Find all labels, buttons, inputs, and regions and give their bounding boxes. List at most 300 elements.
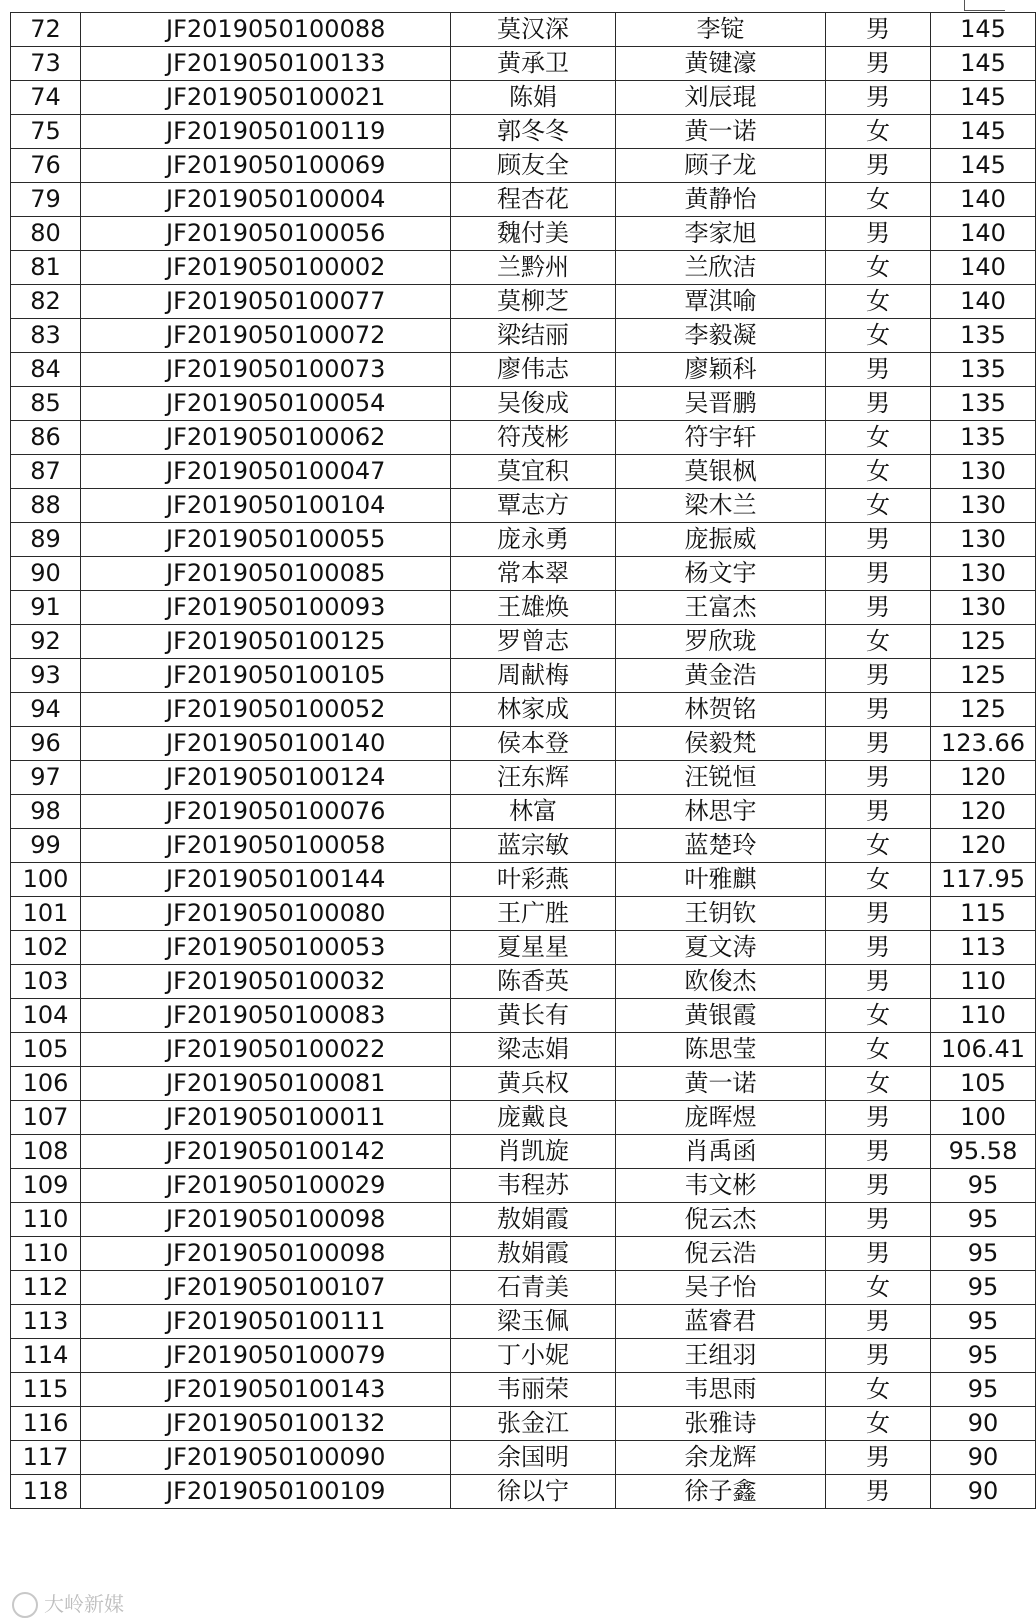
cell-score: 145: [931, 13, 1036, 47]
cell-child-name: 叶雅麒: [616, 863, 826, 897]
table-row: [11, 81, 1036, 115]
cell-parent-name: 黄长有: [451, 999, 616, 1033]
cell-child-name: 侯毅梵: [616, 727, 826, 761]
cell-serial-number: 93: [11, 659, 81, 693]
cell-gender: 男: [826, 693, 931, 727]
cell-serial-number: 116: [11, 1407, 81, 1441]
cell-serial-number: 87: [11, 455, 81, 489]
cell-serial-number: 90: [11, 557, 81, 591]
cell-parent-name: 庞戴良: [451, 1101, 616, 1135]
cell-application-code: JF2019050100144: [81, 863, 451, 897]
cell-score: 95: [931, 1237, 1036, 1271]
cell-parent-name: 黄承卫: [451, 47, 616, 81]
cell-application-code: JF2019050100109: [81, 1475, 451, 1509]
table-row: [11, 863, 1036, 897]
cell-score: 95: [931, 1339, 1036, 1373]
cell-parent-name: 蓝宗敏: [451, 829, 616, 863]
cell-serial-number: 103: [11, 965, 81, 999]
cell-score: 130: [931, 489, 1036, 523]
cell-serial-number: 92: [11, 625, 81, 659]
cell-gender: 男: [826, 795, 931, 829]
cell-child-name: 杨文宇: [616, 557, 826, 591]
cell-score: 110: [931, 999, 1036, 1033]
cell-serial-number: 79: [11, 183, 81, 217]
cell-score: 110: [931, 965, 1036, 999]
cell-parent-name: 魏付美: [451, 217, 616, 251]
cell-gender: 女: [826, 455, 931, 489]
table-row: [11, 319, 1036, 353]
cell-parent-name: 顾友全: [451, 149, 616, 183]
cell-parent-name: 敖娟霞: [451, 1237, 616, 1271]
cell-child-name: 王组羽: [616, 1339, 826, 1373]
table-row: [11, 1441, 1036, 1475]
table-row: [11, 999, 1036, 1033]
cell-score: 135: [931, 319, 1036, 353]
cell-parent-name: 黄兵权: [451, 1067, 616, 1101]
cell-serial-number: 113: [11, 1305, 81, 1339]
cell-child-name: 欧俊杰: [616, 965, 826, 999]
cell-gender: 男: [826, 1441, 931, 1475]
cell-serial-number: 76: [11, 149, 81, 183]
cell-parent-name: 敖娟霞: [451, 1203, 616, 1237]
cell-gender: 女: [826, 1067, 931, 1101]
table-row: [11, 625, 1036, 659]
table-row: [11, 353, 1036, 387]
cell-score: 120: [931, 795, 1036, 829]
cell-child-name: 黄键濠: [616, 47, 826, 81]
cell-parent-name: 丁小妮: [451, 1339, 616, 1373]
table-row: [11, 13, 1036, 47]
cell-score: 135: [931, 387, 1036, 421]
cell-child-name: 黄金浩: [616, 659, 826, 693]
table-row: [11, 1271, 1036, 1305]
cell-serial-number: 112: [11, 1271, 81, 1305]
cell-score: 140: [931, 183, 1036, 217]
cell-serial-number: 73: [11, 47, 81, 81]
table-row: [11, 1135, 1036, 1169]
cell-parent-name: 兰黔州: [451, 251, 616, 285]
cell-application-code: JF2019050100107: [81, 1271, 451, 1305]
cell-parent-name: 韦丽荣: [451, 1373, 616, 1407]
cell-gender: 男: [826, 13, 931, 47]
cell-score: 95: [931, 1169, 1036, 1203]
cell-gender: 男: [826, 1101, 931, 1135]
cell-application-code: JF2019050100132: [81, 1407, 451, 1441]
cell-score: 125: [931, 659, 1036, 693]
cell-serial-number: 109: [11, 1169, 81, 1203]
cell-child-name: 刘辰琨: [616, 81, 826, 115]
cell-application-code: JF2019050100098: [81, 1237, 451, 1271]
table-row: [11, 659, 1036, 693]
cell-parent-name: 符茂彬: [451, 421, 616, 455]
cell-score: 140: [931, 217, 1036, 251]
cell-score: 145: [931, 47, 1036, 81]
cell-parent-name: 陈娟: [451, 81, 616, 115]
cell-serial-number: 74: [11, 81, 81, 115]
cell-application-code: JF2019050100119: [81, 115, 451, 149]
cell-score: 130: [931, 591, 1036, 625]
cell-score: 106.41: [931, 1033, 1036, 1067]
cell-serial-number: 99: [11, 829, 81, 863]
cell-application-code: JF2019050100076: [81, 795, 451, 829]
cell-application-code: JF2019050100079: [81, 1339, 451, 1373]
cell-serial-number: 107: [11, 1101, 81, 1135]
table-row: [11, 489, 1036, 523]
table-row: [11, 1203, 1036, 1237]
cell-parent-name: 吴俊成: [451, 387, 616, 421]
cell-parent-name: 廖伟志: [451, 353, 616, 387]
cell-score: 95: [931, 1203, 1036, 1237]
cell-gender: 女: [826, 1271, 931, 1305]
cell-parent-name: 韦程苏: [451, 1169, 616, 1203]
cell-child-name: 覃淇喻: [616, 285, 826, 319]
cell-child-name: 倪云杰: [616, 1203, 826, 1237]
cell-serial-number: 102: [11, 931, 81, 965]
cell-application-code: JF2019050100088: [81, 13, 451, 47]
cell-score: 105: [931, 1067, 1036, 1101]
cell-gender: 女: [826, 1373, 931, 1407]
cell-child-name: 陈思莹: [616, 1033, 826, 1067]
cell-child-name: 韦文彬: [616, 1169, 826, 1203]
cell-application-code: JF2019050100002: [81, 251, 451, 285]
cell-application-code: JF2019050100052: [81, 693, 451, 727]
cell-application-code: JF2019050100062: [81, 421, 451, 455]
cell-serial-number: 84: [11, 353, 81, 387]
cell-child-name: 黄一诺: [616, 1067, 826, 1101]
table-row: [11, 1033, 1036, 1067]
cell-gender: 男: [826, 1339, 931, 1373]
table-row: [11, 693, 1036, 727]
cell-child-name: 梁木兰: [616, 489, 826, 523]
cell-child-name: 蓝睿君: [616, 1305, 826, 1339]
cell-parent-name: 梁志娟: [451, 1033, 616, 1067]
cell-serial-number: 83: [11, 319, 81, 353]
table-row: [11, 591, 1036, 625]
cell-child-name: 倪云浩: [616, 1237, 826, 1271]
cell-application-code: JF2019050100105: [81, 659, 451, 693]
cell-application-code: JF2019050100143: [81, 1373, 451, 1407]
cell-gender: 男: [826, 897, 931, 931]
cell-child-name: 王富杰: [616, 591, 826, 625]
cell-gender: 男: [826, 591, 931, 625]
cell-score: 145: [931, 149, 1036, 183]
roster-sheet: [10, 12, 1025, 1509]
cell-child-name: 余龙辉: [616, 1441, 826, 1475]
cell-parent-name: 常本翠: [451, 557, 616, 591]
cell-application-code: JF2019050100053: [81, 931, 451, 965]
cell-parent-name: 周献梅: [451, 659, 616, 693]
cell-application-code: JF2019050100142: [81, 1135, 451, 1169]
cell-score: 125: [931, 693, 1036, 727]
table-row: [11, 251, 1036, 285]
cell-parent-name: 罗曾志: [451, 625, 616, 659]
cell-serial-number: 118: [11, 1475, 81, 1509]
table-row: [11, 455, 1036, 489]
cell-serial-number: 86: [11, 421, 81, 455]
cell-child-name: 罗欣珑: [616, 625, 826, 659]
cell-gender: 男: [826, 727, 931, 761]
cell-child-name: 韦思雨: [616, 1373, 826, 1407]
cell-application-code: JF2019050100080: [81, 897, 451, 931]
cell-application-code: JF2019050100093: [81, 591, 451, 625]
cell-application-code: JF2019050100069: [81, 149, 451, 183]
cell-parent-name: 王广胜: [451, 897, 616, 931]
cell-parent-name: 林富: [451, 795, 616, 829]
cell-gender: 女: [826, 251, 931, 285]
watermark-text: 大岭新媒: [44, 1591, 124, 1616]
cell-gender: 男: [826, 217, 931, 251]
cell-gender: 男: [826, 47, 931, 81]
cell-score: 90: [931, 1475, 1036, 1509]
cell-gender: 女: [826, 319, 931, 353]
cell-gender: 女: [826, 183, 931, 217]
cell-score: 95.58: [931, 1135, 1036, 1169]
cell-parent-name: 莫宜积: [451, 455, 616, 489]
table-row: [11, 285, 1036, 319]
cell-application-code: JF2019050100058: [81, 829, 451, 863]
cell-parent-name: 莫汉深: [451, 13, 616, 47]
cell-gender: 女: [826, 489, 931, 523]
cell-gender: 女: [826, 863, 931, 897]
cell-application-code: JF2019050100029: [81, 1169, 451, 1203]
cell-serial-number: 82: [11, 285, 81, 319]
cell-child-name: 徐子鑫: [616, 1475, 826, 1509]
cell-serial-number: 89: [11, 523, 81, 557]
roster-table: [10, 12, 1036, 1509]
cell-child-name: 黄静怡: [616, 183, 826, 217]
cell-serial-number: 100: [11, 863, 81, 897]
cell-score: 135: [931, 421, 1036, 455]
table-row: [11, 1407, 1036, 1441]
table-row: [11, 1339, 1036, 1373]
cell-gender: 女: [826, 999, 931, 1033]
cell-gender: 男: [826, 1305, 931, 1339]
cell-score: 90: [931, 1407, 1036, 1441]
cell-child-name: 林贺铭: [616, 693, 826, 727]
cell-gender: 男: [826, 965, 931, 999]
cell-serial-number: 97: [11, 761, 81, 795]
cell-application-code: JF2019050100072: [81, 319, 451, 353]
cell-child-name: 林思宇: [616, 795, 826, 829]
cell-serial-number: 88: [11, 489, 81, 523]
cell-serial-number: 91: [11, 591, 81, 625]
cell-serial-number: 105: [11, 1033, 81, 1067]
cell-parent-name: 梁玉佩: [451, 1305, 616, 1339]
cell-child-name: 汪锐恒: [616, 761, 826, 795]
table-row: [11, 115, 1036, 149]
cell-application-code: JF2019050100133: [81, 47, 451, 81]
cell-gender: 女: [826, 1033, 931, 1067]
cell-score: 120: [931, 761, 1036, 795]
table-row: [11, 829, 1036, 863]
table-row: [11, 1305, 1036, 1339]
table-row: [11, 1169, 1036, 1203]
cell-child-name: 庞振威: [616, 523, 826, 557]
page-corner-mark: [964, 0, 1005, 11]
cell-child-name: 李锭: [616, 13, 826, 47]
cell-child-name: 廖颖科: [616, 353, 826, 387]
cell-serial-number: 114: [11, 1339, 81, 1373]
cell-gender: 男: [826, 1237, 931, 1271]
table-row: [11, 421, 1036, 455]
cell-application-code: JF2019050100104: [81, 489, 451, 523]
cell-child-name: 肖禹函: [616, 1135, 826, 1169]
cell-child-name: 吴子怡: [616, 1271, 826, 1305]
table-row: [11, 931, 1036, 965]
cell-serial-number: 96: [11, 727, 81, 761]
table-row: [11, 523, 1036, 557]
table-row: [11, 387, 1036, 421]
cell-child-name: 蓝楚玲: [616, 829, 826, 863]
cell-gender: 男: [826, 659, 931, 693]
cell-gender: 男: [826, 557, 931, 591]
cell-serial-number: 80: [11, 217, 81, 251]
cell-score: 115: [931, 897, 1036, 931]
table-row: [11, 183, 1036, 217]
cell-serial-number: 108: [11, 1135, 81, 1169]
cell-score: 95: [931, 1271, 1036, 1305]
cell-serial-number: 110: [11, 1237, 81, 1271]
cell-gender: 男: [826, 523, 931, 557]
roster-table-body: [11, 13, 1036, 1509]
cell-gender: 男: [826, 1135, 931, 1169]
cell-parent-name: 张金江: [451, 1407, 616, 1441]
cell-child-name: 张雅诗: [616, 1407, 826, 1441]
cell-parent-name: 侯本登: [451, 727, 616, 761]
watermark: [12, 1588, 124, 1619]
cell-application-code: JF2019050100140: [81, 727, 451, 761]
cell-parent-name: 莫柳芝: [451, 285, 616, 319]
cell-application-code: JF2019050100111: [81, 1305, 451, 1339]
cell-parent-name: 王雄焕: [451, 591, 616, 625]
cell-child-name: 兰欣洁: [616, 251, 826, 285]
cell-child-name: 莫银枫: [616, 455, 826, 489]
cell-gender: 女: [826, 285, 931, 319]
cell-score: 130: [931, 455, 1036, 489]
cell-parent-name: 庞永勇: [451, 523, 616, 557]
cell-gender: 男: [826, 1169, 931, 1203]
cell-serial-number: 104: [11, 999, 81, 1033]
cell-gender: 男: [826, 931, 931, 965]
cell-application-code: JF2019050100073: [81, 353, 451, 387]
table-row: [11, 965, 1036, 999]
cell-application-code: JF2019050100032: [81, 965, 451, 999]
cell-score: 95: [931, 1373, 1036, 1407]
cell-application-code: JF2019050100056: [81, 217, 451, 251]
cell-gender: 男: [826, 149, 931, 183]
cell-child-name: 吴晋鹏: [616, 387, 826, 421]
cell-gender: 女: [826, 115, 931, 149]
table-row: [11, 795, 1036, 829]
cell-application-code: JF2019050100125: [81, 625, 451, 659]
cell-child-name: 黄一诺: [616, 115, 826, 149]
table-row: [11, 217, 1036, 251]
table-row: [11, 897, 1036, 931]
cell-application-code: JF2019050100081: [81, 1067, 451, 1101]
cell-application-code: JF2019050100021: [81, 81, 451, 115]
cell-gender: 男: [826, 761, 931, 795]
cell-gender: 女: [826, 625, 931, 659]
cell-application-code: JF2019050100124: [81, 761, 451, 795]
cell-score: 130: [931, 523, 1036, 557]
cell-parent-name: 覃志方: [451, 489, 616, 523]
table-row: [11, 47, 1036, 81]
cell-gender: 女: [826, 1407, 931, 1441]
cell-serial-number: 94: [11, 693, 81, 727]
cell-application-code: JF2019050100011: [81, 1101, 451, 1135]
cell-score: 120: [931, 829, 1036, 863]
cell-score: 123.66: [931, 727, 1036, 761]
cell-parent-name: 梁结丽: [451, 319, 616, 353]
cell-parent-name: 叶彩燕: [451, 863, 616, 897]
cell-application-code: JF2019050100054: [81, 387, 451, 421]
cell-parent-name: 夏星星: [451, 931, 616, 965]
cell-serial-number: 85: [11, 387, 81, 421]
cell-application-code: JF2019050100083: [81, 999, 451, 1033]
table-row: [11, 557, 1036, 591]
cell-score: 145: [931, 115, 1036, 149]
cell-serial-number: 101: [11, 897, 81, 931]
cell-score: 140: [931, 251, 1036, 285]
cell-score: 130: [931, 557, 1036, 591]
cell-application-code: JF2019050100055: [81, 523, 451, 557]
cell-score: 95: [931, 1305, 1036, 1339]
table-row: [11, 761, 1036, 795]
cell-serial-number: 110: [11, 1203, 81, 1237]
cell-child-name: 李家旭: [616, 217, 826, 251]
watermark-logo-icon: [12, 1592, 38, 1618]
cell-parent-name: 陈香英: [451, 965, 616, 999]
cell-serial-number: 98: [11, 795, 81, 829]
cell-serial-number: 117: [11, 1441, 81, 1475]
cell-parent-name: 程杏花: [451, 183, 616, 217]
table-row: [11, 1373, 1036, 1407]
cell-gender: 男: [826, 81, 931, 115]
cell-child-name: 符宇轩: [616, 421, 826, 455]
cell-application-code: JF2019050100004: [81, 183, 451, 217]
cell-application-code: JF2019050100022: [81, 1033, 451, 1067]
cell-application-code: JF2019050100077: [81, 285, 451, 319]
cell-child-name: 顾子龙: [616, 149, 826, 183]
cell-score: 145: [931, 81, 1036, 115]
cell-application-code: JF2019050100047: [81, 455, 451, 489]
cell-gender: 男: [826, 1203, 931, 1237]
table-row: [11, 1237, 1036, 1271]
cell-application-code: JF2019050100085: [81, 557, 451, 591]
cell-serial-number: 115: [11, 1373, 81, 1407]
cell-child-name: 黄银霞: [616, 999, 826, 1033]
cell-gender: 男: [826, 353, 931, 387]
cell-child-name: 庞晖煜: [616, 1101, 826, 1135]
cell-score: 125: [931, 625, 1036, 659]
cell-score: 100: [931, 1101, 1036, 1135]
cell-serial-number: 106: [11, 1067, 81, 1101]
cell-parent-name: 余国明: [451, 1441, 616, 1475]
cell-parent-name: 石青美: [451, 1271, 616, 1305]
cell-parent-name: 徐以宁: [451, 1475, 616, 1509]
cell-score: 113: [931, 931, 1036, 965]
cell-gender: 男: [826, 387, 931, 421]
cell-child-name: 夏文涛: [616, 931, 826, 965]
cell-parent-name: 林家成: [451, 693, 616, 727]
table-row: [11, 1475, 1036, 1509]
cell-gender: 女: [826, 421, 931, 455]
table-row: [11, 149, 1036, 183]
table-row: [11, 727, 1036, 761]
cell-serial-number: 81: [11, 251, 81, 285]
cell-serial-number: 72: [11, 13, 81, 47]
cell-score: 117.95: [931, 863, 1036, 897]
